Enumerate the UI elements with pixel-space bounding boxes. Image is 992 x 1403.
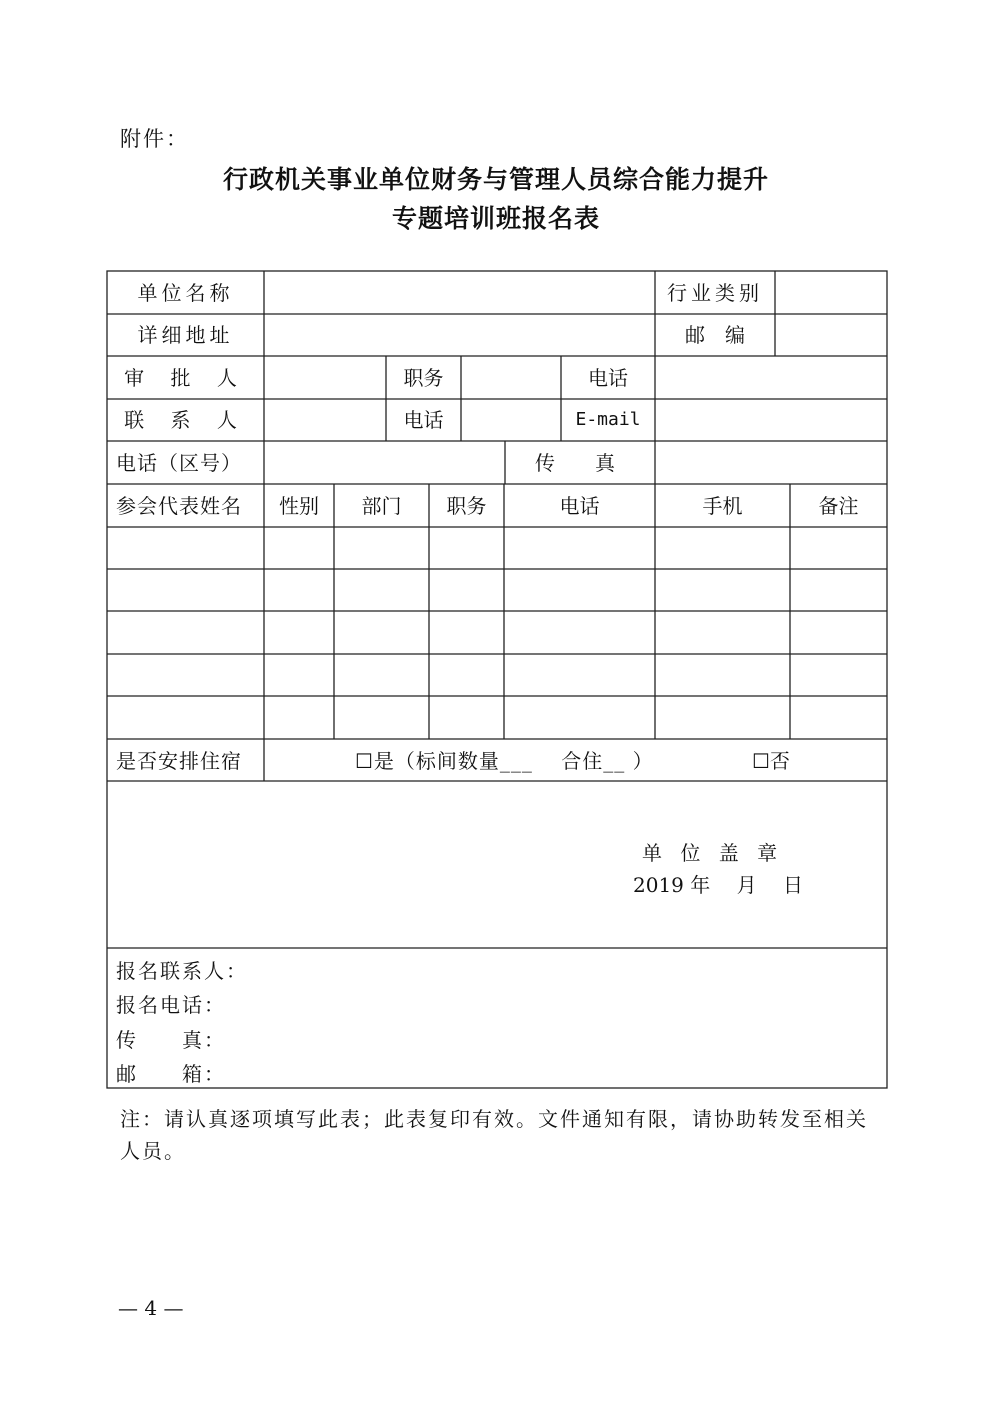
participant-row[interactable] [108,528,886,568]
approver-label: 审 批 人 [124,366,247,390]
contact-person-label: 联 系 人 [124,408,247,432]
approver-position-field[interactable] [462,357,560,398]
col-name-header: 参会代表姓名 [116,494,242,518]
form-title-line2: 专题培训班报名表 [391,204,600,233]
attachment-label: 附件： [120,127,189,151]
approver-position-label: 职务 [403,366,444,390]
industry-label: 行业类别 [667,281,763,305]
accommodation-no-option[interactable]: ☐否 [752,749,790,773]
col-mobile-header: 手机 [702,494,743,518]
form-title-line1: 行政机关事业单位财务与管理人员综合能力提升 [222,165,769,194]
contact-phone-label: 电话 [403,408,444,432]
accommodation-yes-option[interactable]: ☐是（标间数量___ 合住__ ） [355,749,654,773]
stamp-date: 2019 年 月 日 [633,873,803,897]
page-number: — 4 — [118,1296,184,1320]
phone-area-field[interactable] [265,442,504,483]
postcode-label: 邮 编 [685,323,745,347]
participant-row[interactable] [108,612,886,653]
industry-field[interactable] [776,272,886,313]
postcode-field[interactable] [776,315,886,355]
participant-row[interactable] [108,655,886,695]
address-field[interactable] [265,315,654,355]
form-note: 注：请认真逐项填写此表；此表复印有效。文件通知有限，请协助转发至相关人员。 [120,1107,868,1163]
registration-phone-label: 报名电话： [116,993,226,1017]
participant-row[interactable] [108,570,886,610]
fax-field[interactable] [656,442,886,483]
col-gender-header: 性别 [279,494,319,518]
address-label: 详细地址 [137,323,234,347]
approver-phone-field[interactable] [656,357,886,398]
col-department-header: 部门 [361,494,402,518]
contact-phone-field[interactable] [462,400,560,440]
unit-stamp-label: 单 位 盖 章 [642,841,784,865]
approver-phone-label: 电话 [588,366,628,390]
fax-label: 传 真 [535,451,625,475]
registration-fax-label: 传 真： [116,1028,226,1052]
email-field[interactable] [656,400,886,440]
contact-person-field[interactable] [265,400,385,440]
unit-name-field[interactable] [265,272,654,313]
participant-row[interactable] [108,697,886,738]
registration-contact-label: 报名联系人： [116,959,248,983]
approver-field[interactable] [265,357,385,398]
unit-name-label: 单位名称 [137,281,234,305]
col-phone-header: 电话 [559,494,600,518]
registration-email-label: 邮 箱： [116,1062,226,1086]
col-position-header: 职务 [446,494,487,518]
phone-area-label: 电话（区号） [116,451,242,475]
accommodation-label: 是否安排住宿 [116,749,242,773]
email-label: E-mail [575,409,641,430]
col-remarks-header: 备注 [818,494,859,518]
